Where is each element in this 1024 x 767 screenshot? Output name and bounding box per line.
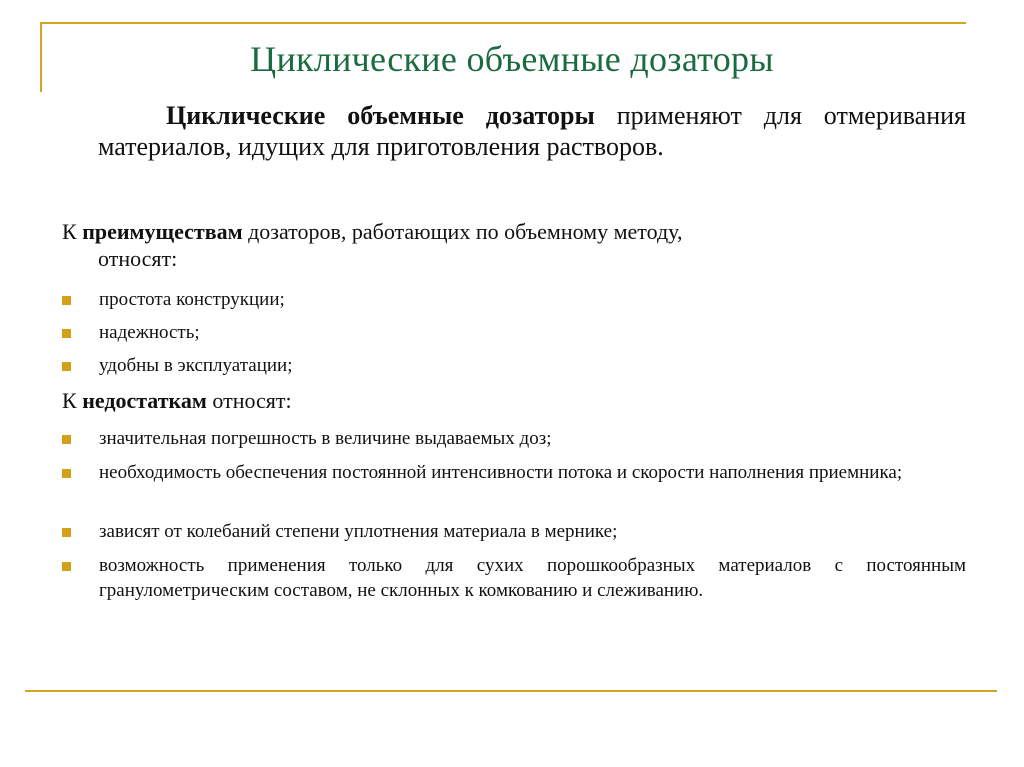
disadvantages-prefix: К [62, 388, 83, 413]
list-item: зависят от колебаний степени уплотнения материала в мернике; [62, 519, 966, 544]
bullet-square-icon [62, 469, 71, 478]
intro-text: применяют для отмеривания материалов, идущих для приготовления растворов. [98, 101, 966, 161]
slide-title: Циклические объемные дозаторы [250, 39, 774, 79]
bullet-square-icon [62, 329, 71, 338]
list-item: надежность; [62, 320, 966, 345]
list-item: необходимость обеспечения постоянной интенсивности потока и скорости наполнения приемника; [62, 460, 966, 485]
list-item: простота конструкции; [62, 287, 966, 312]
advantages-heading [62, 218, 942, 272]
advantages-continuation: относят: [98, 246, 178, 271]
frame-top-line [40, 22, 966, 24]
bullet-square-icon [62, 528, 71, 537]
disadvantages-heading [62, 387, 942, 414]
disadvantages-text: относят: [206, 388, 292, 413]
advantages-prefix: К [62, 219, 83, 244]
advantages-text: дозаторов, работающих по объемному методу, [242, 219, 683, 244]
list-item: значительная погрешность в величине выдаваемых доз; [62, 426, 966, 451]
list-item: удобны в эксплуатации; [62, 353, 966, 378]
intro-paragraph [98, 100, 966, 162]
bullet-square-icon [62, 362, 71, 371]
bullet-square-icon [62, 296, 71, 305]
bullet-square-icon [62, 562, 71, 571]
advantages-bold: преимуществам [82, 219, 243, 244]
frame-bottom-line [25, 690, 997, 692]
bullet-square-icon [62, 435, 71, 444]
list-item: возможность применения только для сухих порошкообразных материалов с постоянным гранулометрическим составом, не склонных к комкованию и слеживанию. [62, 553, 966, 603]
disadvantages-bold: недостаткам [82, 388, 207, 413]
intro-bold-term: Циклические объемные дозаторы [166, 101, 595, 130]
